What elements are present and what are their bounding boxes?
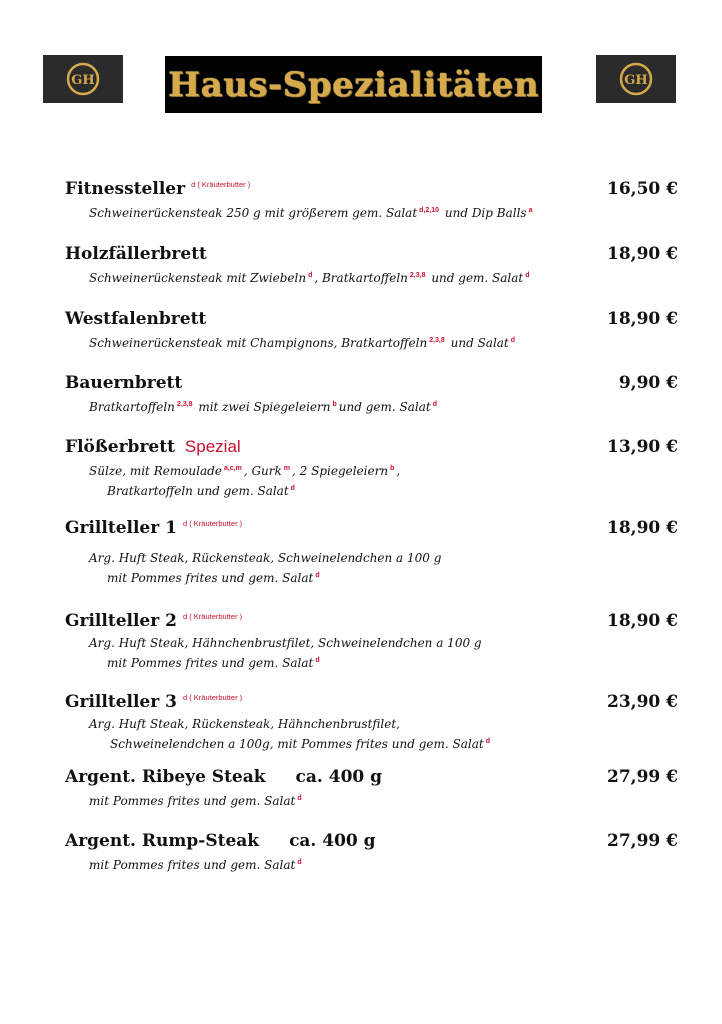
item-description: Bratkartoffeln $^{2,3,8}$ mit zwei Spiegeleiern $^b$ und gem. Salat $^d$ [89, 400, 437, 414]
item-name: Grillteller 1 [65, 518, 177, 538]
item-price: 9,90 € [618, 373, 678, 393]
item-price: 16,50 € [607, 179, 678, 199]
item-price: 18,90 € [607, 611, 678, 631]
item-description: mit Pommes frites und gem. Salat $^d$ [89, 794, 302, 808]
item-note: d ( Kräuterbutter ) [182, 612, 243, 621]
logo-left [43, 55, 123, 103]
item-description: Arg. Huft Steak, Hähnchenbrustfilet, Schweinelendchen a 100 g [89, 636, 482, 650]
page-title: Haus-Spezialitäten [168, 64, 539, 105]
menu-item [65, 766, 680, 810]
item-price: 23,90 € [607, 692, 678, 712]
item-description-line2: Bratkartoffeln und gem. Salat $^d$ [107, 484, 295, 498]
gh-monogram-icon [65, 61, 101, 97]
item-weight: ca. 400 g [289, 831, 376, 851]
item-description: Arg. Huft Steak, Rückensteak, Hähnchenbrustfilet, [89, 717, 400, 731]
item-name: Westfalenbrett [65, 309, 207, 329]
item-description: Schweinerückensteak mit Champignons, Bratkartoffeln $^{2,3,8}$ und Salat $^d$ [89, 336, 516, 350]
page-title-banner [165, 56, 542, 113]
item-price: 27,99 € [607, 831, 678, 851]
item-name: Grillteller 3 [65, 692, 177, 712]
menu-item [65, 436, 680, 500]
menu-item [65, 372, 680, 416]
item-name: Bauernbrett [65, 373, 183, 393]
item-description-line2: mit Pommes frites und gem. Salat $^d$ [107, 656, 320, 670]
menu-item [65, 830, 680, 874]
menu-item [65, 691, 680, 753]
item-name: Argent. Ribeye Steak [65, 767, 266, 787]
svg-text:GH: GH [624, 73, 648, 88]
item-description: Schweinerückensteak mit Zwiebeln $^d$ , Bratkartoffeln $^{2,3,8}$ und gem. Salat $^d$ [89, 271, 530, 285]
item-note: d ( Kräuterbutter ) [182, 693, 243, 702]
menu-item [65, 243, 680, 287]
item-description: Schweinerückensteak 250 g mit größerem gem. Salat $^{d,2,10}$ und Dip Balls $^a$ [89, 206, 533, 220]
menu-item [65, 517, 680, 587]
item-description-line2: mit Pommes frites und gem. Salat $^d$ [107, 571, 320, 585]
menu-item [65, 178, 680, 222]
item-price: 18,90 € [607, 309, 678, 329]
gh-monogram-icon [618, 61, 654, 97]
item-note: d ( Kräuterbutter ) [191, 180, 251, 189]
item-description: mit Pommes frites und gem. Salat $^d$ [89, 858, 302, 872]
menu-item [65, 610, 680, 672]
item-price: 27,99 € [607, 767, 678, 787]
item-price: 18,90 € [607, 244, 678, 264]
item-note: d ( Kräuterbutter ) [182, 519, 243, 528]
svg-text:GH: GH [71, 73, 95, 88]
menu-item [65, 308, 680, 352]
item-name: Grillteller 2 [65, 611, 177, 631]
logo-right [596, 55, 676, 103]
item-weight: ca. 400 g [295, 767, 383, 787]
item-price: 13,90 € [607, 437, 678, 457]
item-special-tag: Spezial [184, 437, 241, 456]
item-description: Arg. Huft Steak, Rückensteak, Schweinelendchen a 100 g [89, 551, 442, 565]
item-name: Argent. Rump-Steak [65, 831, 260, 851]
item-name: Flößerbrett [65, 437, 175, 457]
item-name: Holzfällerbrett [65, 244, 207, 264]
item-price: 18,90 € [607, 518, 678, 538]
item-name: Fitnessteller [65, 179, 186, 199]
item-description: Sülze, mit Remoulade $^{a,c,m}$ , Gurk $^m$ , 2 Spiegeleiern $^b$ , [89, 464, 401, 478]
item-description-line2: Schweinelendchen a 100g, mit Pommes frites und gem. Salat $^d$ [110, 737, 490, 751]
